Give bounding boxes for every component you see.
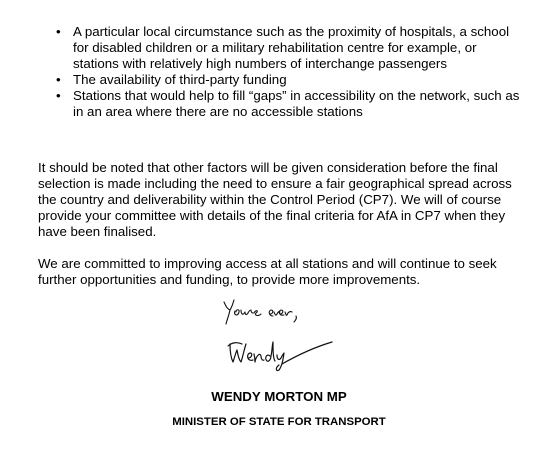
signer-name: WENDY MORTON MP bbox=[211, 389, 347, 404]
criteria-bullet-list bbox=[54, 24, 524, 119]
signer-title: MINISTER OF STATE FOR TRANSPORT bbox=[172, 416, 386, 428]
bullet-dot-icon: • bbox=[56, 24, 61, 39]
body-paragraph-commitment: We are committed to improving access at all stations and will continue to seek further opportunities and funding, to provide more improvements. bbox=[38, 256, 497, 287]
bullet-text: The availability of third-party funding bbox=[73, 71, 287, 87]
bullet-dot-icon: • bbox=[56, 87, 61, 103]
bullet-dot-icon: • bbox=[56, 71, 61, 87]
bullet-text: A particular local circumstance such as the proximity of hospitals, a school for disabled children or a military rehabilitation centre for example, or stations with relatively high numbers of interchange passengers bbox=[73, 24, 510, 71]
bullet-text: Stations that would help to fill “gaps” in accessibility on the network, such as in an area where there are no accessible stations bbox=[73, 87, 520, 119]
bullet-item bbox=[54, 72, 524, 88]
bullet-item bbox=[54, 24, 524, 72]
bullet-item bbox=[54, 88, 524, 120]
handwritten-closing-signature bbox=[218, 292, 308, 330]
body-paragraph-factors: It should be noted that other factors will be given consideration before the final selection is made including the need to ensure a fair geographical spread across the country and deliverability within the Control Period (CP7). We will of course provide your committee with details of the final criteria for AfA in CP7 when they have been finalised. bbox=[38, 160, 512, 239]
handwritten-name-signature bbox=[224, 334, 336, 374]
